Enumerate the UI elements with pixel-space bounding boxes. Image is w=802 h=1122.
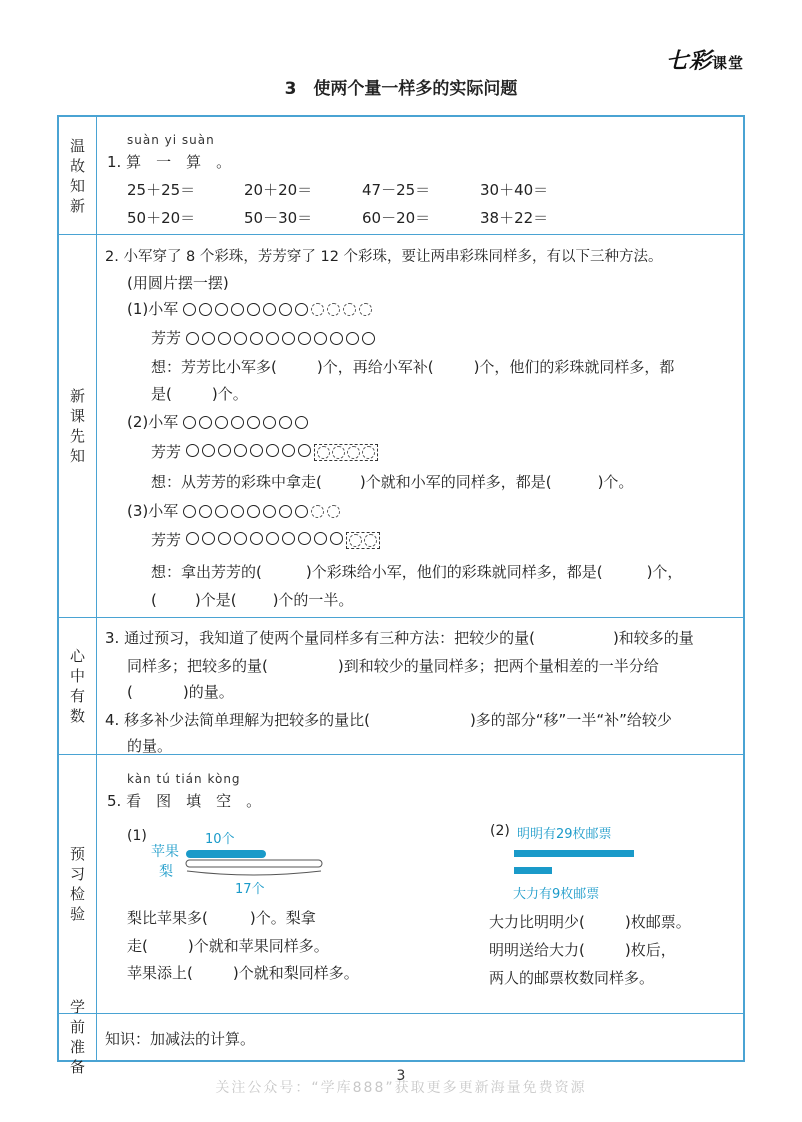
divider — [59, 234, 743, 235]
q3-line1: 3. 通过预习，我知道了使两个量同样多有三种方法：把较少的量( )和较多的量 — [105, 629, 694, 647]
q4-line2: 的量。 — [127, 737, 173, 755]
d1-line1: 梨比苹果多( )个。梨拿 — [127, 909, 316, 927]
q3-line3: ( )的量。 — [127, 683, 234, 701]
q5-pinyin: kàn tú tián kòng — [127, 772, 241, 786]
section-label-check: 预习检验 — [59, 755, 97, 1013]
p1-think-cont: 是( )个。 — [151, 385, 248, 403]
footer-watermark: 关注公众号：“学库888”获取更多更新海量免费资源 — [215, 1080, 587, 1096]
brand-logo: 七彩课堂 — [665, 49, 744, 74]
d1-line2: 走( )个就和苹果同样多。 — [127, 937, 329, 955]
p3-fangfang-row — [151, 529, 380, 550]
q2-instruction: (用圆片摆一摆) — [127, 274, 229, 292]
p2-fangfang-row — [151, 441, 378, 462]
section-label-prep: 学前准备 — [59, 1014, 97, 1060]
d1-number: (1) — [127, 828, 147, 844]
d2-line3: 两人的邮票枚数同样多。 — [489, 969, 655, 987]
p2-xiaojun-beads — [183, 416, 308, 429]
d2-dali-bar — [514, 867, 552, 874]
d1-pear-count: 17个 — [235, 882, 265, 897]
d2-mingming-label: 明明有29枚邮票 — [517, 827, 612, 842]
q1-item: 50＋20＝ — [127, 209, 196, 227]
p1-xiaojun-row — [127, 298, 372, 319]
q1-item: 38＋22＝ — [480, 209, 549, 227]
p3-think-cont: ( )个是( )个的一半。 — [151, 591, 354, 609]
d2-mingming-bar — [514, 850, 634, 857]
section-label-preview: 新课先知 — [59, 235, 97, 617]
p1-fangfang-label: 芳芳 — [151, 329, 182, 347]
p3-xiaojun-beads — [183, 505, 340, 518]
p3-xiaojun-row — [127, 500, 340, 521]
p2-think: 想：从芳芳的彩珠中拿走( )个就和小军的同样多，都是( )个。 — [151, 473, 634, 491]
d2-dali-label: 大力有9枚邮票 — [513, 887, 600, 902]
section-label-summary: 心中有数 — [59, 618, 97, 754]
d2-line2: 明明送给大力( )枚后， — [489, 941, 676, 959]
p3-think: 想：拿出芳芳的( )个彩珠给小军，他们的彩珠就同样多，都是( )个， — [151, 563, 683, 581]
q2-intro: 2. 小军穿了 8 个彩珠，芳芳穿了 12 个彩珠，要让两串彩珠同样多，有以下三种方法。 — [105, 249, 663, 265]
p1-fangfang-row — [151, 327, 375, 348]
page-number: 3 — [396, 1068, 406, 1084]
divider — [59, 617, 743, 618]
p2-xiaojun-label: (2)小军 — [127, 413, 179, 431]
q4-line1: 4. 移多补少法简单理解为把较多的量比( )多的部分“移”一半“补”给较少 — [105, 711, 672, 729]
p3-fangfang-beads — [186, 532, 380, 549]
prep-text: 知识：加减法的计算。 — [105, 1030, 256, 1048]
q1-item: 60－20＝ — [362, 209, 431, 227]
p2-xiaojun-row — [127, 411, 308, 432]
worksheet-frame — [57, 115, 745, 1076]
p1-xiaojun-label: (1)小军 — [127, 300, 179, 318]
section-label-review: 温故知新 — [59, 117, 97, 234]
p1-think: 想：芳芳比小军多( )个，再给小军补( )个，他们的彩珠就同样多，都 — [151, 358, 675, 376]
d2-line1: 大力比明明少( )枚邮票。 — [489, 913, 691, 931]
q1-item: 30＋40＝ — [480, 181, 549, 199]
page-title: 3 使两个量一样多的实际问题 — [284, 79, 518, 99]
p1-fangfang-beads — [186, 332, 375, 345]
q1-item: 47－25＝ — [362, 181, 431, 199]
q1-item: 50－30＝ — [244, 209, 313, 227]
q3-line2: 同样多；把较多的量( )到和较少的量同样多；把两个量相差的一半分给 — [127, 657, 659, 675]
d1-pear-bar — [183, 857, 327, 879]
d1-apple-label: 苹果 — [151, 844, 179, 860]
q1-item: 25＋25＝ — [127, 181, 196, 199]
divider — [59, 1013, 743, 1014]
p3-xiaojun-label: (3)小军 — [127, 502, 179, 520]
q1-text: 1. 算 一 算 。 — [107, 153, 232, 171]
p2-fangfang-beads — [186, 444, 378, 461]
q1-item: 20＋20＝ — [244, 181, 313, 199]
d1-pear-label: 梨 — [159, 864, 173, 880]
q5-text: 5. 看 图 填 空 。 — [107, 792, 262, 810]
d1-line3: 苹果添上( )个就和梨同样多。 — [127, 964, 359, 982]
d2-number: (2) — [490, 823, 510, 839]
p3-fangfang-label: 芳芳 — [151, 531, 182, 549]
p2-fangfang-label: 芳芳 — [151, 443, 182, 461]
p1-xiaojun-beads — [183, 303, 372, 316]
d1-apple-count: 10个 — [205, 832, 235, 847]
q1-pinyin: suàn yi suàn — [127, 133, 215, 147]
